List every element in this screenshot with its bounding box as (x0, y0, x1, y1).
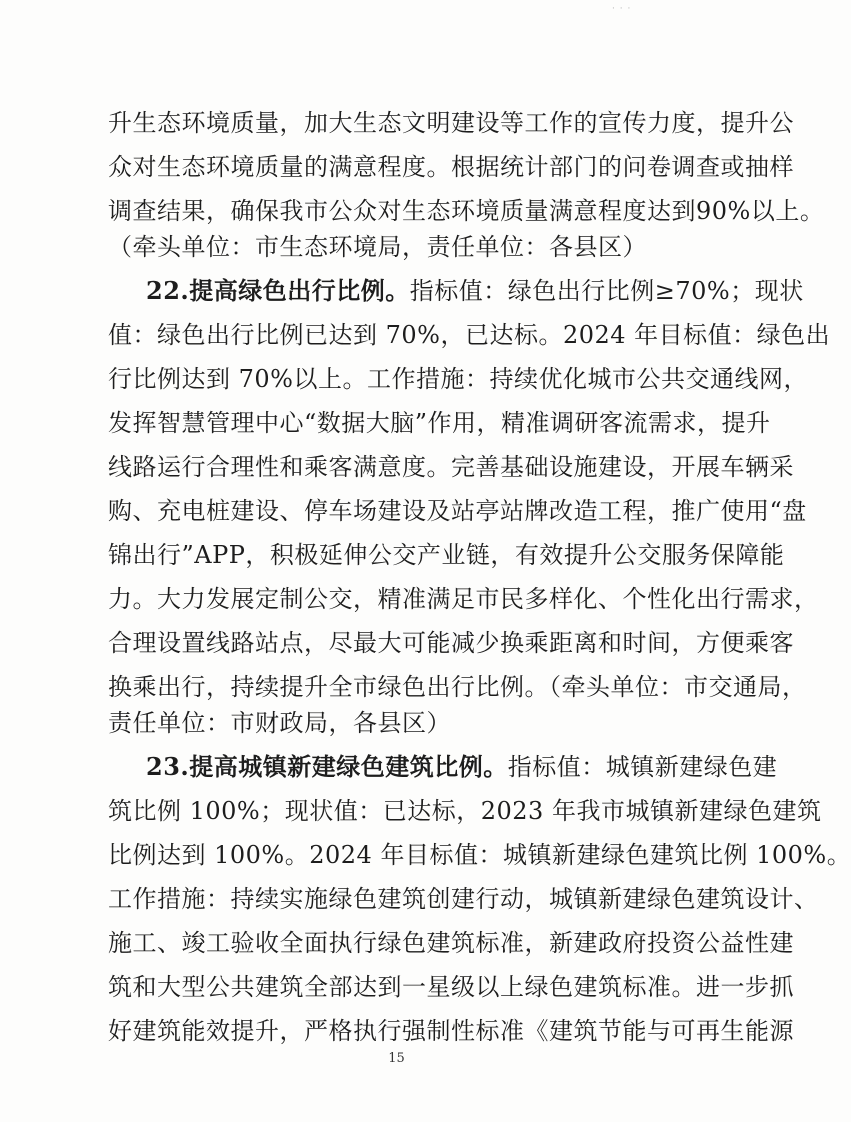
section-23-text: 指标值：城镇新建绿色建 (507, 753, 778, 781)
paragraph-line: 线路运行合理性和乘客满意度。完善基础设施建设，开展车辆采 (108, 453, 794, 481)
paragraph-line: 值：绿色出行比例已达到 70%，已达标。2024 年目标值：绿色出 (108, 321, 831, 349)
paragraph-line: 好建筑能效提升，严格执行强制性标准《建筑节能与可再生能源 (108, 1017, 794, 1045)
section-23-heading: 23.提高城镇新建绿色建筑比例。 (146, 752, 508, 781)
paragraph-line: 合理设置线路站点，尽最大可能减少换乘距离和时间，方便乘客 (108, 629, 794, 657)
paragraph-line: 筑比例 100%；现状值：已达标，2023 年我市城镇新建绿色建筑 (108, 797, 822, 825)
paragraph-line: 筑和大型公共建筑全部达到一星级以上绿色建筑标准。进一步抓 (108, 973, 794, 1001)
paragraph-line: 锦出行”APP，积极延伸公交产业链，有效提升公交服务保障能 (108, 541, 785, 569)
page-number: 15 (388, 1051, 405, 1066)
paragraph-line: 发挥智慧管理中心“数据大脑”作用，精准调研客流需求，提升 (108, 409, 771, 437)
paragraph-line: 比例达到 100%。2024 年目标值：城镇新建绿色建筑比例 100%。 (108, 841, 851, 869)
paragraph-line: 升生态环境质量，加大生态文明建设等工作的宣传力度，提升公 (108, 109, 794, 137)
paragraph-line: 工作措施：持续实施绿色建筑创建行动，城镇新建绿色建筑设计、 (108, 885, 819, 913)
section-23-heading-line (146, 747, 778, 787)
paragraph-line: 行比例达到 70%以上。工作措施：持续优化城市公共交通线网， (108, 365, 808, 393)
section-22-heading-line (146, 271, 804, 311)
section-22-text: 指标值：绿色出行比例≥70%；现状 (409, 277, 804, 305)
section-22-heading: 22.提高绿色出行比例。 (146, 276, 410, 305)
scan-artifact: · · · (612, 4, 632, 14)
paragraph-line: 调查结果，确保我市公众对生态环境质量满意程度达到90%以上。 (108, 197, 825, 225)
paragraph-line: 购、充电桩建设、停车场建设及站亭站牌改造工程，推广使用“盘 (108, 497, 807, 525)
paragraph-line: 换乘出行，持续提升全市绿色出行比例。（牵头单位：市交通局， (108, 673, 807, 701)
paragraph-line: （牵头单位：市生态环境局，责任单位：各县区） (108, 233, 647, 261)
paragraph-line: 众对生态环境质量的满意程度。根据统计部门的问卷调查或抽样 (108, 153, 794, 181)
paragraph-line: 责任单位：市财政局，各县区） (108, 709, 451, 737)
paragraph-line: 施工、竣工验收全面执行绿色建筑标准，新建政府投资公益性建 (108, 929, 794, 957)
paragraph-line: 力。大力发展定制公交，精准满足市民多样化、个性化出行需求， (108, 585, 819, 613)
